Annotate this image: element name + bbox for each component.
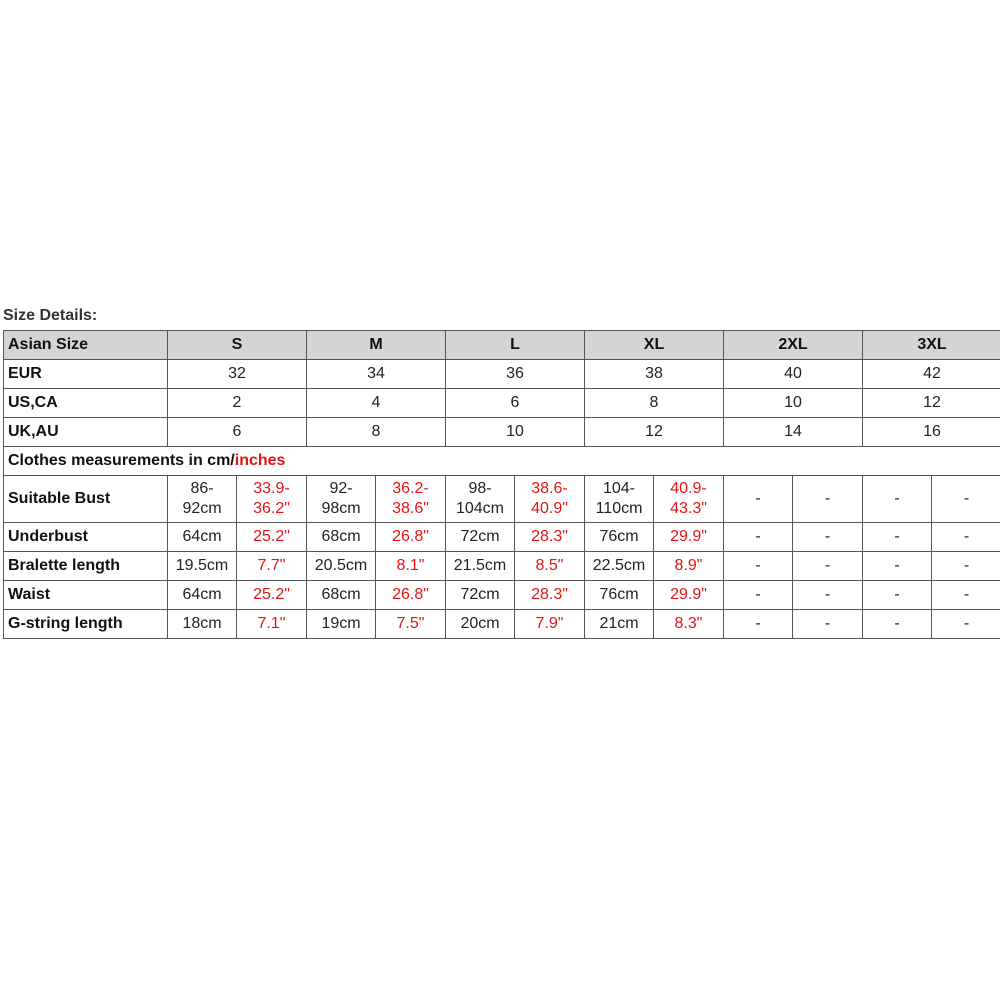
inch-value-cell: 8.9" <box>653 551 724 581</box>
cm-value-cell: 19.5cm <box>167 551 237 581</box>
cm-value-cell: 22.5cm <box>584 551 654 581</box>
size-header-cell: M <box>306 330 446 360</box>
inch-value-cell: 25.2" <box>236 522 307 552</box>
size-value-cell: 10 <box>445 417 585 447</box>
empty-value-cell: - <box>723 475 793 523</box>
empty-value-cell: - <box>792 609 863 639</box>
size-value-cell: 36 <box>445 359 585 389</box>
size-value-cell: 4 <box>306 388 446 418</box>
inch-value-cell: 7.1" <box>236 609 307 639</box>
cm-value-cell: 104- 110cm <box>584 475 654 523</box>
empty-value-cell: - <box>792 551 863 581</box>
empty-value-cell: - <box>931 551 1000 581</box>
size-value-cell: 14 <box>723 417 863 447</box>
inch-value-cell: 28.3" <box>514 522 585 552</box>
size-header-cell: S <box>167 330 307 360</box>
size-value-cell: 34 <box>306 359 446 389</box>
row-label: Underbust <box>3 522 168 552</box>
inch-value-cell: 7.5" <box>375 609 446 639</box>
empty-value-cell: - <box>931 522 1000 552</box>
size-value-cell: 8 <box>306 417 446 447</box>
size-value-cell: 6 <box>445 388 585 418</box>
cm-value-cell: 68cm <box>306 580 376 610</box>
header-label-cell: Asian Size <box>3 330 168 360</box>
inch-value-cell: 26.8" <box>375 522 446 552</box>
empty-value-cell: - <box>862 609 932 639</box>
size-value-cell: 6 <box>167 417 307 447</box>
empty-value-cell: - <box>862 580 932 610</box>
empty-value-cell: - <box>792 475 863 523</box>
size-header-cell: 3XL <box>862 330 1000 360</box>
empty-value-cell: - <box>792 580 863 610</box>
empty-value-cell: - <box>931 580 1000 610</box>
size-header-cell: 2XL <box>723 330 863 360</box>
cm-value-cell: 19cm <box>306 609 376 639</box>
empty-value-cell: - <box>862 522 932 552</box>
empty-value-cell: - <box>723 522 793 552</box>
inch-value-cell: 40.9- 43.3" <box>653 475 724 523</box>
cm-value-cell: 76cm <box>584 522 654 552</box>
size-value-cell: 38 <box>584 359 724 389</box>
inch-value-cell: 8.3" <box>653 609 724 639</box>
empty-value-cell: - <box>792 522 863 552</box>
cm-value-cell: 98- 104cm <box>445 475 515 523</box>
cm-value-cell: 68cm <box>306 522 376 552</box>
inch-value-cell: 25.2" <box>236 580 307 610</box>
row-label: Suitable Bust <box>3 475 168 523</box>
cm-value-cell: 20.5cm <box>306 551 376 581</box>
row-label: G-string length <box>3 609 168 639</box>
cm-value-cell: 72cm <box>445 522 515 552</box>
inch-value-cell: 26.8" <box>375 580 446 610</box>
inch-value-cell: 7.7" <box>236 551 307 581</box>
inch-value-cell: 29.9" <box>653 522 724 552</box>
cm-value-cell: 20cm <box>445 609 515 639</box>
size-value-cell: 42 <box>862 359 1000 389</box>
row-label: UK,AU <box>3 417 168 447</box>
empty-value-cell: - <box>723 551 793 581</box>
cm-value-cell: 86- 92cm <box>167 475 237 523</box>
row-label: Waist <box>3 580 168 610</box>
inch-value-cell: 38.6- 40.9" <box>514 475 585 523</box>
size-value-cell: 32 <box>167 359 307 389</box>
size-value-cell: 40 <box>723 359 863 389</box>
measurement-heading-highlight: inches <box>234 452 286 469</box>
inch-value-cell: 28.3" <box>514 580 585 610</box>
empty-value-cell: - <box>862 551 932 581</box>
size-value-cell: 16 <box>862 417 1000 447</box>
cm-value-cell: 92- 98cm <box>306 475 376 523</box>
cm-value-cell: 64cm <box>167 580 237 610</box>
size-value-cell: 10 <box>723 388 863 418</box>
inch-value-cell: 29.9" <box>653 580 724 610</box>
size-header-cell: L <box>445 330 585 360</box>
row-label: EUR <box>3 359 168 389</box>
measurement-heading-prefix: Clothes measurements in cm/ <box>8 452 235 469</box>
size-value-cell: 12 <box>584 417 724 447</box>
empty-value-cell: - <box>723 609 793 639</box>
cm-value-cell: 64cm <box>167 522 237 552</box>
cm-value-cell: 21cm <box>584 609 654 639</box>
row-label: Bralette length <box>3 551 168 581</box>
measurement-heading <box>3 446 1000 476</box>
empty-value-cell: - <box>931 475 1000 523</box>
cm-value-cell: 21.5cm <box>445 551 515 581</box>
empty-value-cell: - <box>723 580 793 610</box>
size-value-cell: 2 <box>167 388 307 418</box>
inch-value-cell: 8.1" <box>375 551 446 581</box>
size-header-cell: XL <box>584 330 724 360</box>
cm-value-cell: 76cm <box>584 580 654 610</box>
empty-value-cell: - <box>862 475 932 523</box>
empty-value-cell: - <box>931 609 1000 639</box>
row-label: US,CA <box>3 388 168 418</box>
page-title: Size Details: <box>3 307 98 324</box>
inch-value-cell: 36.2- 38.6" <box>375 475 446 523</box>
inch-value-cell: 8.5" <box>514 551 585 581</box>
size-value-cell: 8 <box>584 388 724 418</box>
cm-value-cell: 72cm <box>445 580 515 610</box>
inch-value-cell: 33.9- 36.2" <box>236 475 307 523</box>
size-value-cell: 12 <box>862 388 1000 418</box>
cm-value-cell: 18cm <box>167 609 237 639</box>
inch-value-cell: 7.9" <box>514 609 585 639</box>
size-table <box>3 330 998 638</box>
